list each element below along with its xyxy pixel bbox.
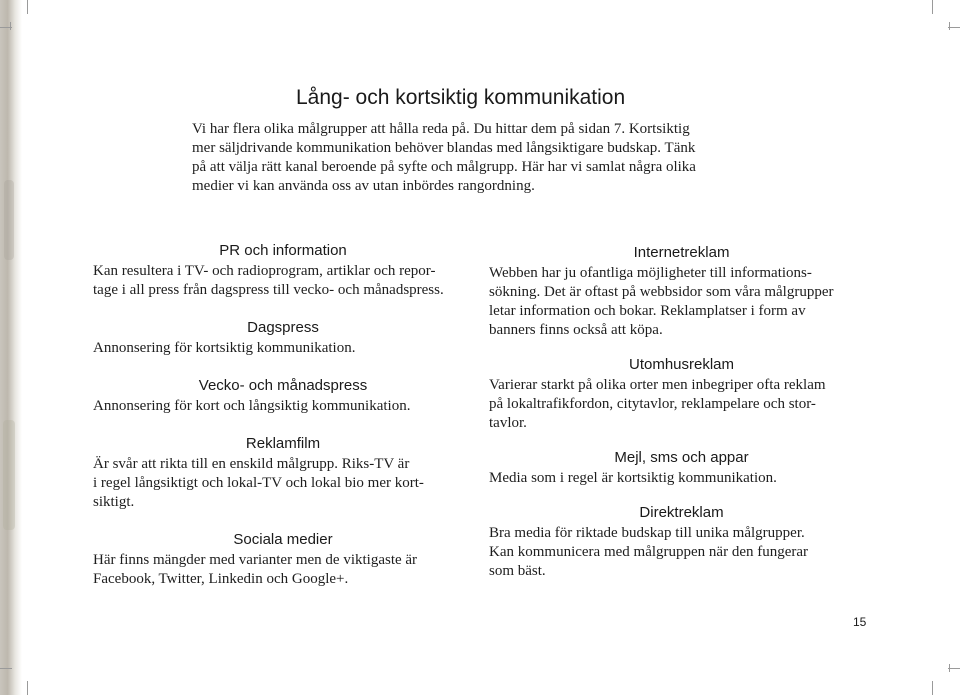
section-utomhusreklam [489,354,874,433]
section-direktreklam [489,502,874,581]
section-dagspress [93,317,473,358]
section-text: Facebook, Twitter, Linkedin och Google+. [93,571,349,587]
section-sociala-medier [93,529,473,589]
section-text: som bäst. [489,563,546,579]
page-edge-photo-strip [0,0,22,695]
section-text: Media som i regel är kortsiktig kommunikation. [489,470,777,486]
section-text: Varierar starkt på olika orter men inbegriper ofta reklam [489,377,826,393]
section-heading: Internetreklam [633,244,730,261]
page-number: 15 [853,615,867,629]
section-heading: Utomhusreklam [628,356,735,373]
section-text: banners finns också att köpa. [489,322,663,338]
intro-line: Vi har flera olika målgrupper att hålla reda på. Du hittar dem på sidan 7. Kortsiktig [192,121,690,137]
left-column [93,240,473,589]
intro-line: medier vi kan använda oss av utan inbördes rangordning. [192,178,535,194]
section-reklamfilm [93,433,473,512]
page-title: Lång- och kortsiktig kommunikation [296,86,626,109]
section-heading: PR och information [219,242,347,259]
section-text: på lokaltrafikfordon, citytavlor, reklampelare och stor- [489,396,816,412]
section-text: tavlor. [489,415,527,431]
section-text: Kan kommunicera med målgruppen när den fungerar [489,544,809,560]
section-heading: Dagspress [247,319,319,336]
section-text: sökning. Det är oftast på webbsidor som våra målgrupper [489,284,834,300]
section-heading: Direktreklam [639,504,724,521]
section-text: tage i all press från dagspress till vecko- och månadspress. [93,282,444,298]
section-heading: Vecko- och månadspress [198,377,368,394]
intro-line: på att välja rätt kanal beroende på syfte och målgrupp. Här har vi samlat några olika [192,159,696,175]
intro-line: mer säljdrivande kommunikation behöver blandas med långsiktigare budskap. Tänk [192,140,696,156]
section-text: Här finns mängder med varianter men de viktigaste är [93,552,418,568]
intro-paragraph [192,120,782,196]
section-mejl-sms-appar [489,447,874,488]
section-pr [93,240,473,300]
section-vecko-manadspress [93,375,473,416]
section-text: Webben har ju ofantliga möjligheter till informations- [489,265,812,281]
section-text: Är svår att rikta till en enskild målgrupp. Riks-TV är [93,456,410,472]
right-column [489,240,874,581]
section-text: Kan resultera i TV- och radioprogram, artiklar och repor- [93,263,436,279]
section-heading: Sociala medier [233,531,333,548]
section-internetreklam [489,242,874,340]
section-text: letar information och bokar. Reklamplatser i form av [489,303,806,319]
section-heading: Mejl, sms och appar [614,449,749,466]
section-text: siktigt. [93,494,135,510]
section-text: i regel långsiktigt och lokal-TV och lokal bio mer kort- [93,475,424,491]
section-text: Bra media för riktade budskap till unika målgrupper. [489,525,805,541]
section-text: Annonsering för kortsiktig kommunikation. [93,340,356,356]
section-heading: Reklamfilm [245,435,321,452]
section-text: Annonsering för kort och långsiktig kommunikation. [93,398,411,414]
